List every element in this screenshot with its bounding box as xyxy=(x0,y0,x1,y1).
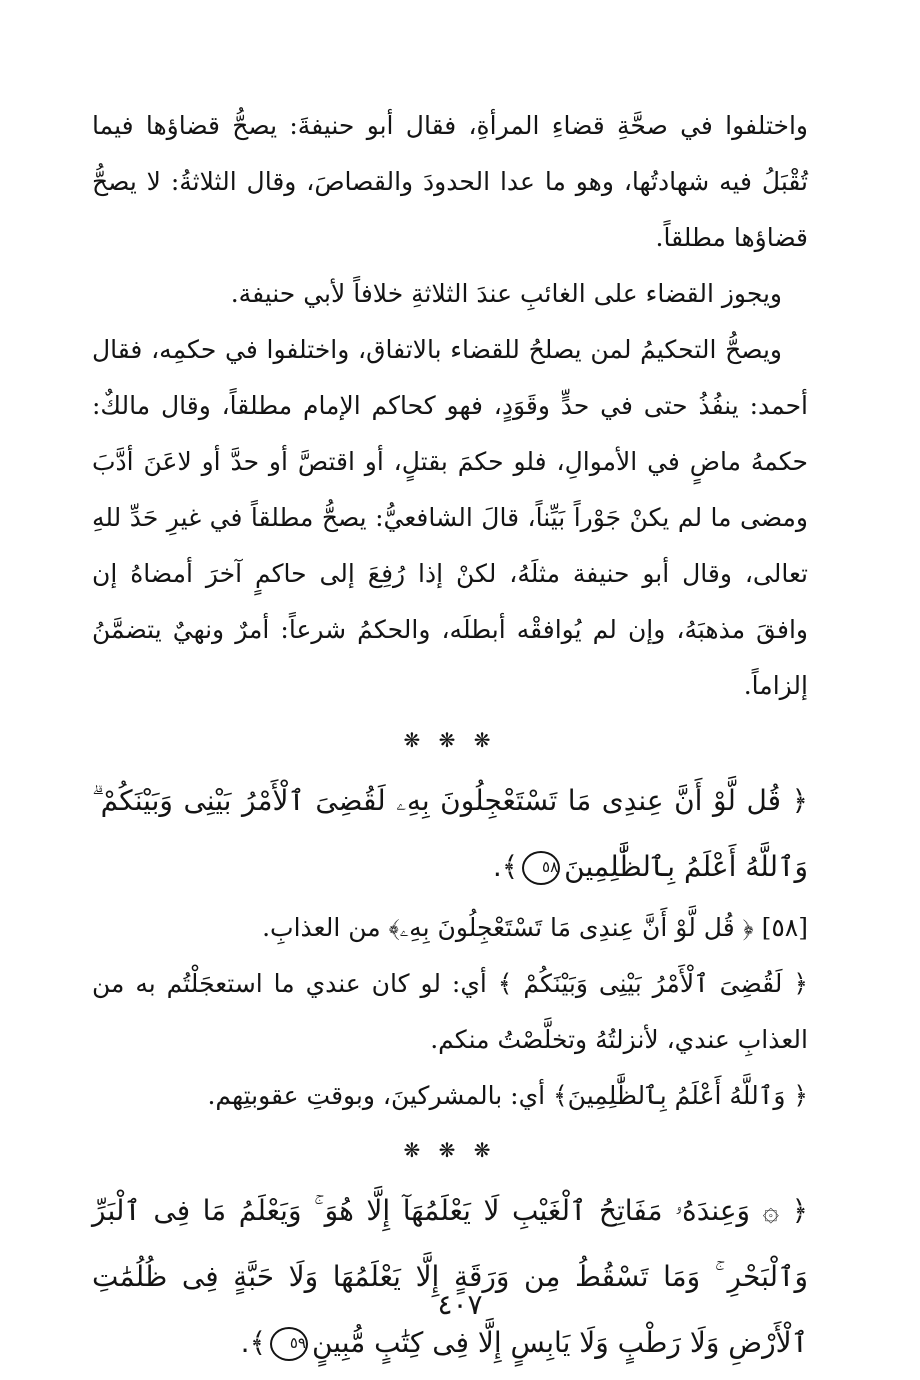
quran-verse-59 xyxy=(92,1178,808,1376)
tafsir-58-intro: [٥٨] ﴿ قُل لَّوْ أَنَّ عِندِى مَا تَسْتَعْجِلُونَ بِهِۦ﴾ من العذابِ. xyxy=(262,913,808,942)
quran-verse-59-close: ﴾. xyxy=(240,1326,266,1359)
tafsir-58-knowledge: ﴿ وَٱللَّهُ أَعْلَمُ بِٱلظَّٰلِمِينَ﴾ أي: بالمشركينَ، وبوقتِ عقوبتِهم. xyxy=(207,1081,808,1110)
verse-number-59: ٥٩ xyxy=(270,1327,308,1361)
page-number: ٤٠٧ xyxy=(437,1288,483,1321)
paragraph-absent-judgment: ويجوز القضاء على الغائبِ عندَ الثلاثةِ خلافاً لأبي حنيفة. xyxy=(230,279,782,308)
paragraph-arbitration: ويصحُّ التحكيمُ لمن يصلحُ للقضاء بالاتفاق، واختلفوا في حكمِه، فقال أحمد: ينفُذُ حتى في حدٍّ وقَوَدٍ، فهو كحاكم الإمام مطلقاً، وقال مالكٌ: حكمهُ ماضٍ في الأموالِ، فلو حكمَ بقتلٍ، أو اقتصَّ أو حدَّ أو لاعَنَ أدَّبَ ومضى ما لم يكنْ جَوْراً بَيِّناً، قالَ الشافعيُّ: يصحُّ مطلقاً في غيرِ حَدِّ للهِ تعالى، وقال أبو حنيفة مثلَهُ، لكنْ إذا رُفِعَ إلى حاكمٍ آخرَ أمضاهُ إن وافقَ مذهبَهُ، وإن لم يُوافقْه أبطلَه، والحكمُ شرعاً: أمرٌ ونهيٌ يتضمَّنُ إلزاماً. xyxy=(92,335,808,700)
quran-verse-58-close: ﴾. xyxy=(492,850,519,883)
section-separator: ❋ ❋ ❋ xyxy=(403,728,497,752)
quran-verse-58 xyxy=(92,768,808,900)
verse-number-58: ٥٨ xyxy=(522,851,560,885)
paragraph-women-judgeship: واختلفوا في صحَّةِ قضاءِ المرأةِ، فقال أبو حنيفةَ: يصحُّ قضاؤها فيما تُقْبَلُ فيه شهادتُها، وهو ما عدا الحدودَ والقصاصَ، وقال الثلاثةُ: لا يصحُّ قضاؤها مطلقاً. xyxy=(92,111,808,252)
quran-verse-58-text: ﴿ قُل لَّوْ أَنَّ عِندِى مَا تَسْتَعْجِلُونَ بِهِۦ لَقُضِىَ ٱلْأَمْرُ بَيْنِى وَبَيْنَكُمْ ۗ وَٱللَّهُ أَعْلَمُ بِٱلظَّٰلِمِينَ xyxy=(92,784,808,883)
section-separator-2: ❋ ❋ ❋ xyxy=(403,1138,497,1162)
tafsir-58-judgment: ﴿ لَقُضِىَ ٱلْأَمْرُ بَيْنِى وَبَيْنَكُمْ ﴾ أي: لو كان عندي ما استعجَلْتُم به من العذابِ عندي، لأنزلتُهُ وتخلَّصْتُ منكم. xyxy=(92,969,808,1054)
quran-verse-59-text: ﴿ ۞ وَعِندَهُۥ مَفَاتِحُ ٱلْغَيْبِ لَا يَعْلَمُهَآ إِلَّا هُوَ ۚ وَيَعْلَمُ مَا فِى ٱلْبَرِّ وَٱلْبَحْرِ ۚ وَمَا تَسْقُطُ مِن وَرَقَةٍ إِلَّا يَعْلَمُهَا وَلَا حَبَّةٍ فِى ظُلُمَٰتِ ٱلْأَرْضِ وَلَا رَطْبٍ وَلَا يَابِسٍ إِلَّا فِى كِتَٰبٍ مُّبِينٍ xyxy=(92,1194,808,1359)
